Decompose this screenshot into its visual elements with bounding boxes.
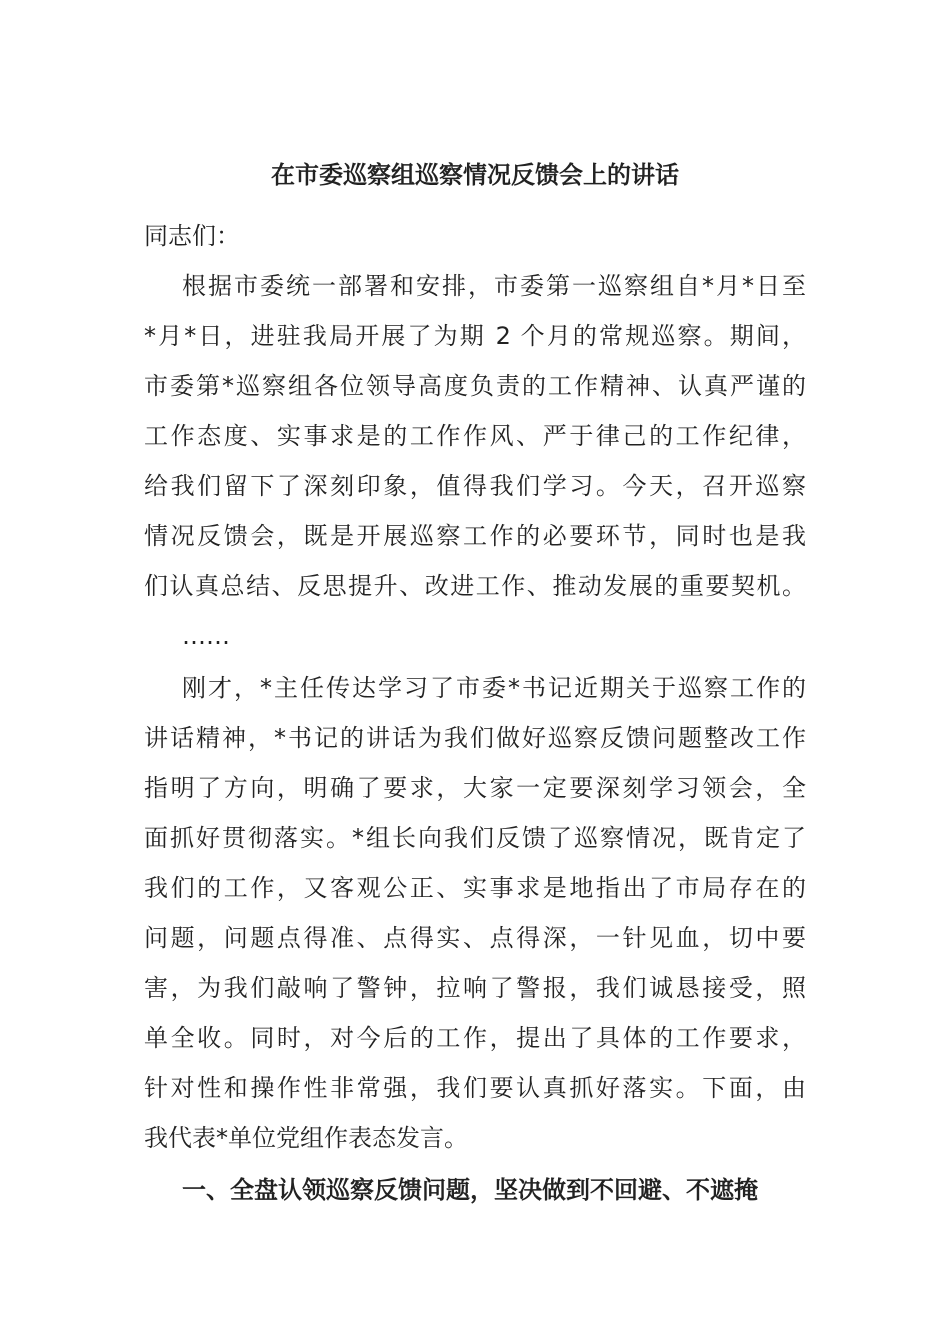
paragraph-1-line-5: 给我们留下了深刻印象，值得我们学习。今天，召开巡察 [144,472,806,500]
paragraph-2-line-4: 面抓好贯彻落实。*组长向我们反馈了巡察情况，既肯定了 [144,824,806,852]
paragraph-1-line-6: 情况反馈会，既是开展巡察工作的必要环节，同时也是我 [144,522,806,550]
paragraph-1-line-4: 工作态度、实事求是的工作作风、严于律己的工作纪律， [144,422,806,450]
paragraph-2-line-7: 害，为我们敲响了警钟，拉响了警报，我们诚恳接受，照 [144,974,806,1002]
paragraph-1-line-1: 根据市委统一部署和安排，市委第一巡察组自*月*日至 [182,272,806,300]
paragraph-2-line-8: 单全收。同时，对今后的工作，提出了具体的工作要求， [144,1024,806,1052]
paragraph-2-line-2: 讲话精神，*书记的讲话为我们做好巡察反馈问题整改工作 [144,724,806,752]
paragraph-2-line-9: 针对性和操作性非常强，我们要认真抓好落实。下面，由 [144,1074,806,1102]
document-title: 在市委巡察组巡察情况反馈会上的讲话 [271,161,679,189]
paragraph-2-line-6: 问题，问题点得准、点得实、点得深，一针见血，切中要 [144,924,806,952]
paragraph-2-line-5: 我们的工作，又客观公正、实事求是地指出了市局存在的 [144,874,806,902]
paragraph-2-line-10: 我代表*单位党组作表态发言。 [144,1124,468,1152]
paragraph-1-line-2: *月*日，进驻我局开展了为期 2 个月的常规巡察。期间， [144,322,806,350]
paragraph-1-line-3: 市委第*巡察组各位领导高度负责的工作精神、认真严谨的 [144,372,806,400]
paragraph-2-line-3: 指明了方向，明确了要求，大家一定要深刻学习领会，全 [144,774,806,802]
paragraph-1-line-7: 们认真总结、反思提升、改进工作、推动发展的重要契机。 [144,572,806,600]
paragraph-2-line-1: 刚才，*主任传达学习了市委*书记近期关于巡察工作的 [182,674,806,702]
ellipsis: …… [182,622,230,650]
section-heading-1: 一、全盘认领巡察反馈问题，坚决做到不回避、不遮掩 [182,1176,758,1204]
salutation: 同志们： [144,222,240,250]
